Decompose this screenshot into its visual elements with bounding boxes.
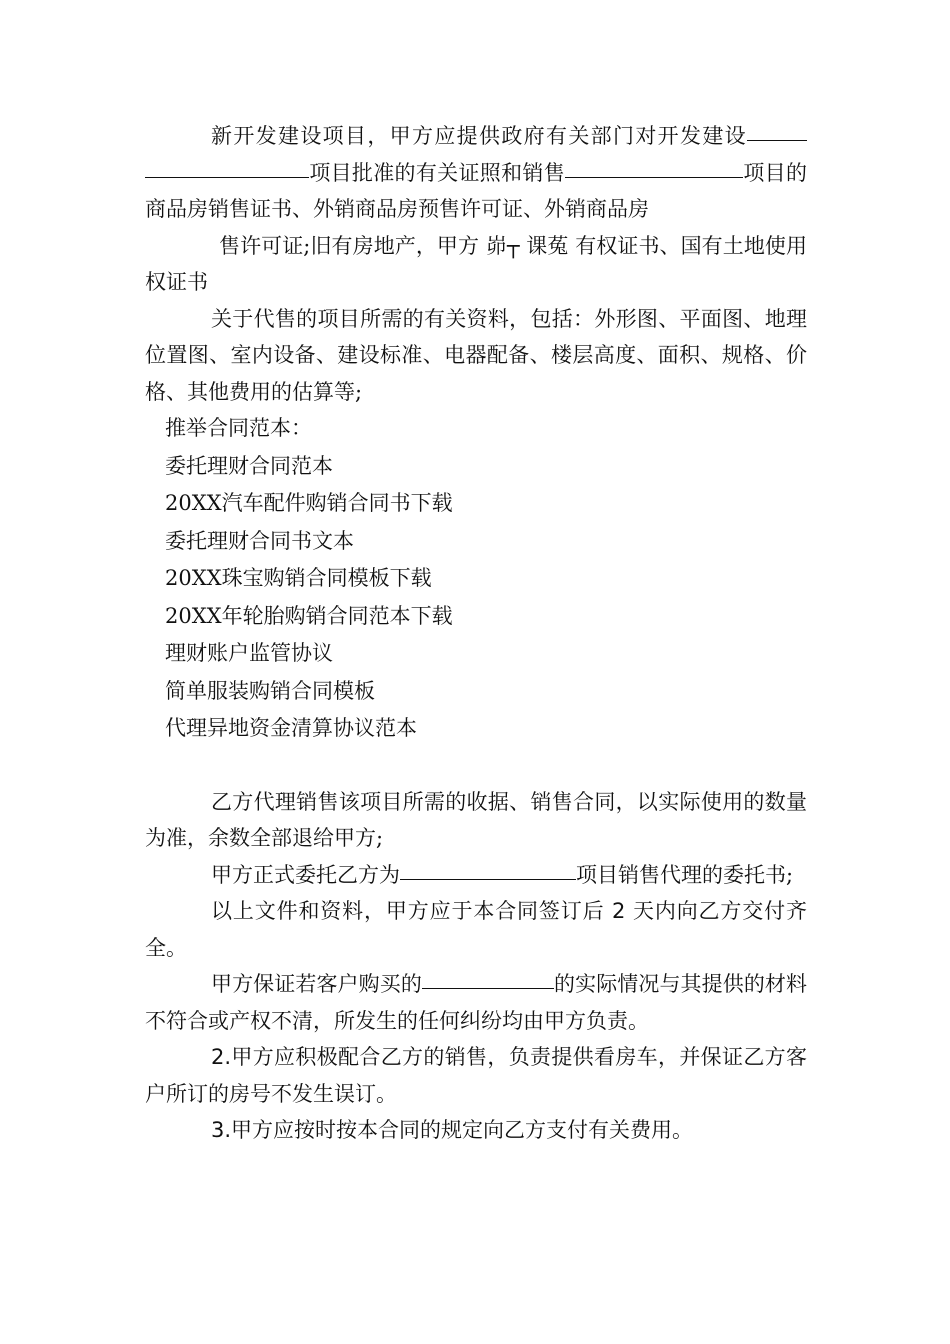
paragraph-new-development [145, 118, 807, 228]
clause-number: 2 [612, 899, 626, 923]
clause-guarantee [145, 966, 807, 1039]
recommend-link[interactable]: 委托理财合同范本 [165, 453, 333, 478]
document-page [145, 118, 807, 1149]
recommend-link[interactable]: 20XX年轮胎购销合同范本下载 [165, 603, 453, 628]
clause-text: 甲方应按时按本合同的规定向乙方支付有关费用。 [231, 1118, 694, 1142]
recommend-link[interactable]: 委托理财合同书文本 [165, 528, 354, 553]
clause-delivery [145, 893, 807, 966]
clause-text: 项目销售代理的委托书; [576, 862, 794, 887]
recommend-link[interactable]: 代理异地资金清算协议范本 [165, 716, 417, 740]
clause-text: 以上文件和资料，甲方应于本合同签订后 [211, 899, 605, 923]
fill-blank [422, 987, 554, 989]
paragraph-text: 项目批准的有关证照和销售 [309, 160, 566, 185]
clause-entrustment [145, 857, 807, 894]
fill-blank [145, 176, 309, 178]
section-spacer [145, 748, 807, 784]
recommend-link[interactable]: 20XX珠宝购销合同模板下载 [165, 566, 432, 590]
recommend-link[interactable]: 简单服装购销合同模板 [165, 678, 375, 703]
paragraph-materials: 关于代售的项目所需的有关资料，包括：外形图、平面图、地理位置图、室内设备、建设标准、电器配备、楼层高度、面积、规格、价格、其他费用的估算等; [145, 306, 807, 404]
fill-blank [565, 176, 743, 178]
paragraph-existing-property: 售许可证;旧有房地产，甲方 峁┬ 课菟 有权证书、国有土地使用权证书 [145, 233, 807, 294]
fill-blank [400, 878, 576, 880]
clause-number: 3. [211, 1118, 232, 1142]
clause-payment [145, 1112, 807, 1149]
clause-text: 的实际情况与其提供的材料不符合或产权不清，所发生的任何纠纷均由甲方负责。 [145, 972, 808, 1033]
clause-text: 甲方应积极配合乙方的销售，负责提供看房车，并保证乙方客户所订的房号不发生误订。 [145, 1045, 807, 1106]
clause-receipts: 乙方代理销售该项目所需的收据、销售合同，以实际使用的数量为准，余数全部退给甲方; [145, 789, 807, 850]
recommend-list [145, 448, 807, 748]
clause-text: 甲方正式委托乙方为 [211, 862, 400, 887]
paragraph-text: 新开发建设项目，甲方应提供政府有关部门对开发建设 [211, 124, 747, 148]
clause-text: 天内向乙方交付齐全。 [145, 899, 807, 960]
clause-number: 2. [211, 1045, 232, 1069]
fill-blank [747, 139, 807, 141]
paragraph-text: 项目的商品房销售证书、外销商品房预售许可证、外销商品房 [145, 160, 807, 221]
clause-text: 甲方保证若客户购买的 [211, 972, 422, 996]
recommend-link[interactable]: 理财账户监管协议 [165, 641, 333, 665]
recommend-link[interactable]: 20XX汽车配件购销合同书下载 [165, 491, 453, 515]
clause-cooperation [145, 1039, 807, 1112]
recommend-title: 推举合同范本： [165, 416, 312, 440]
